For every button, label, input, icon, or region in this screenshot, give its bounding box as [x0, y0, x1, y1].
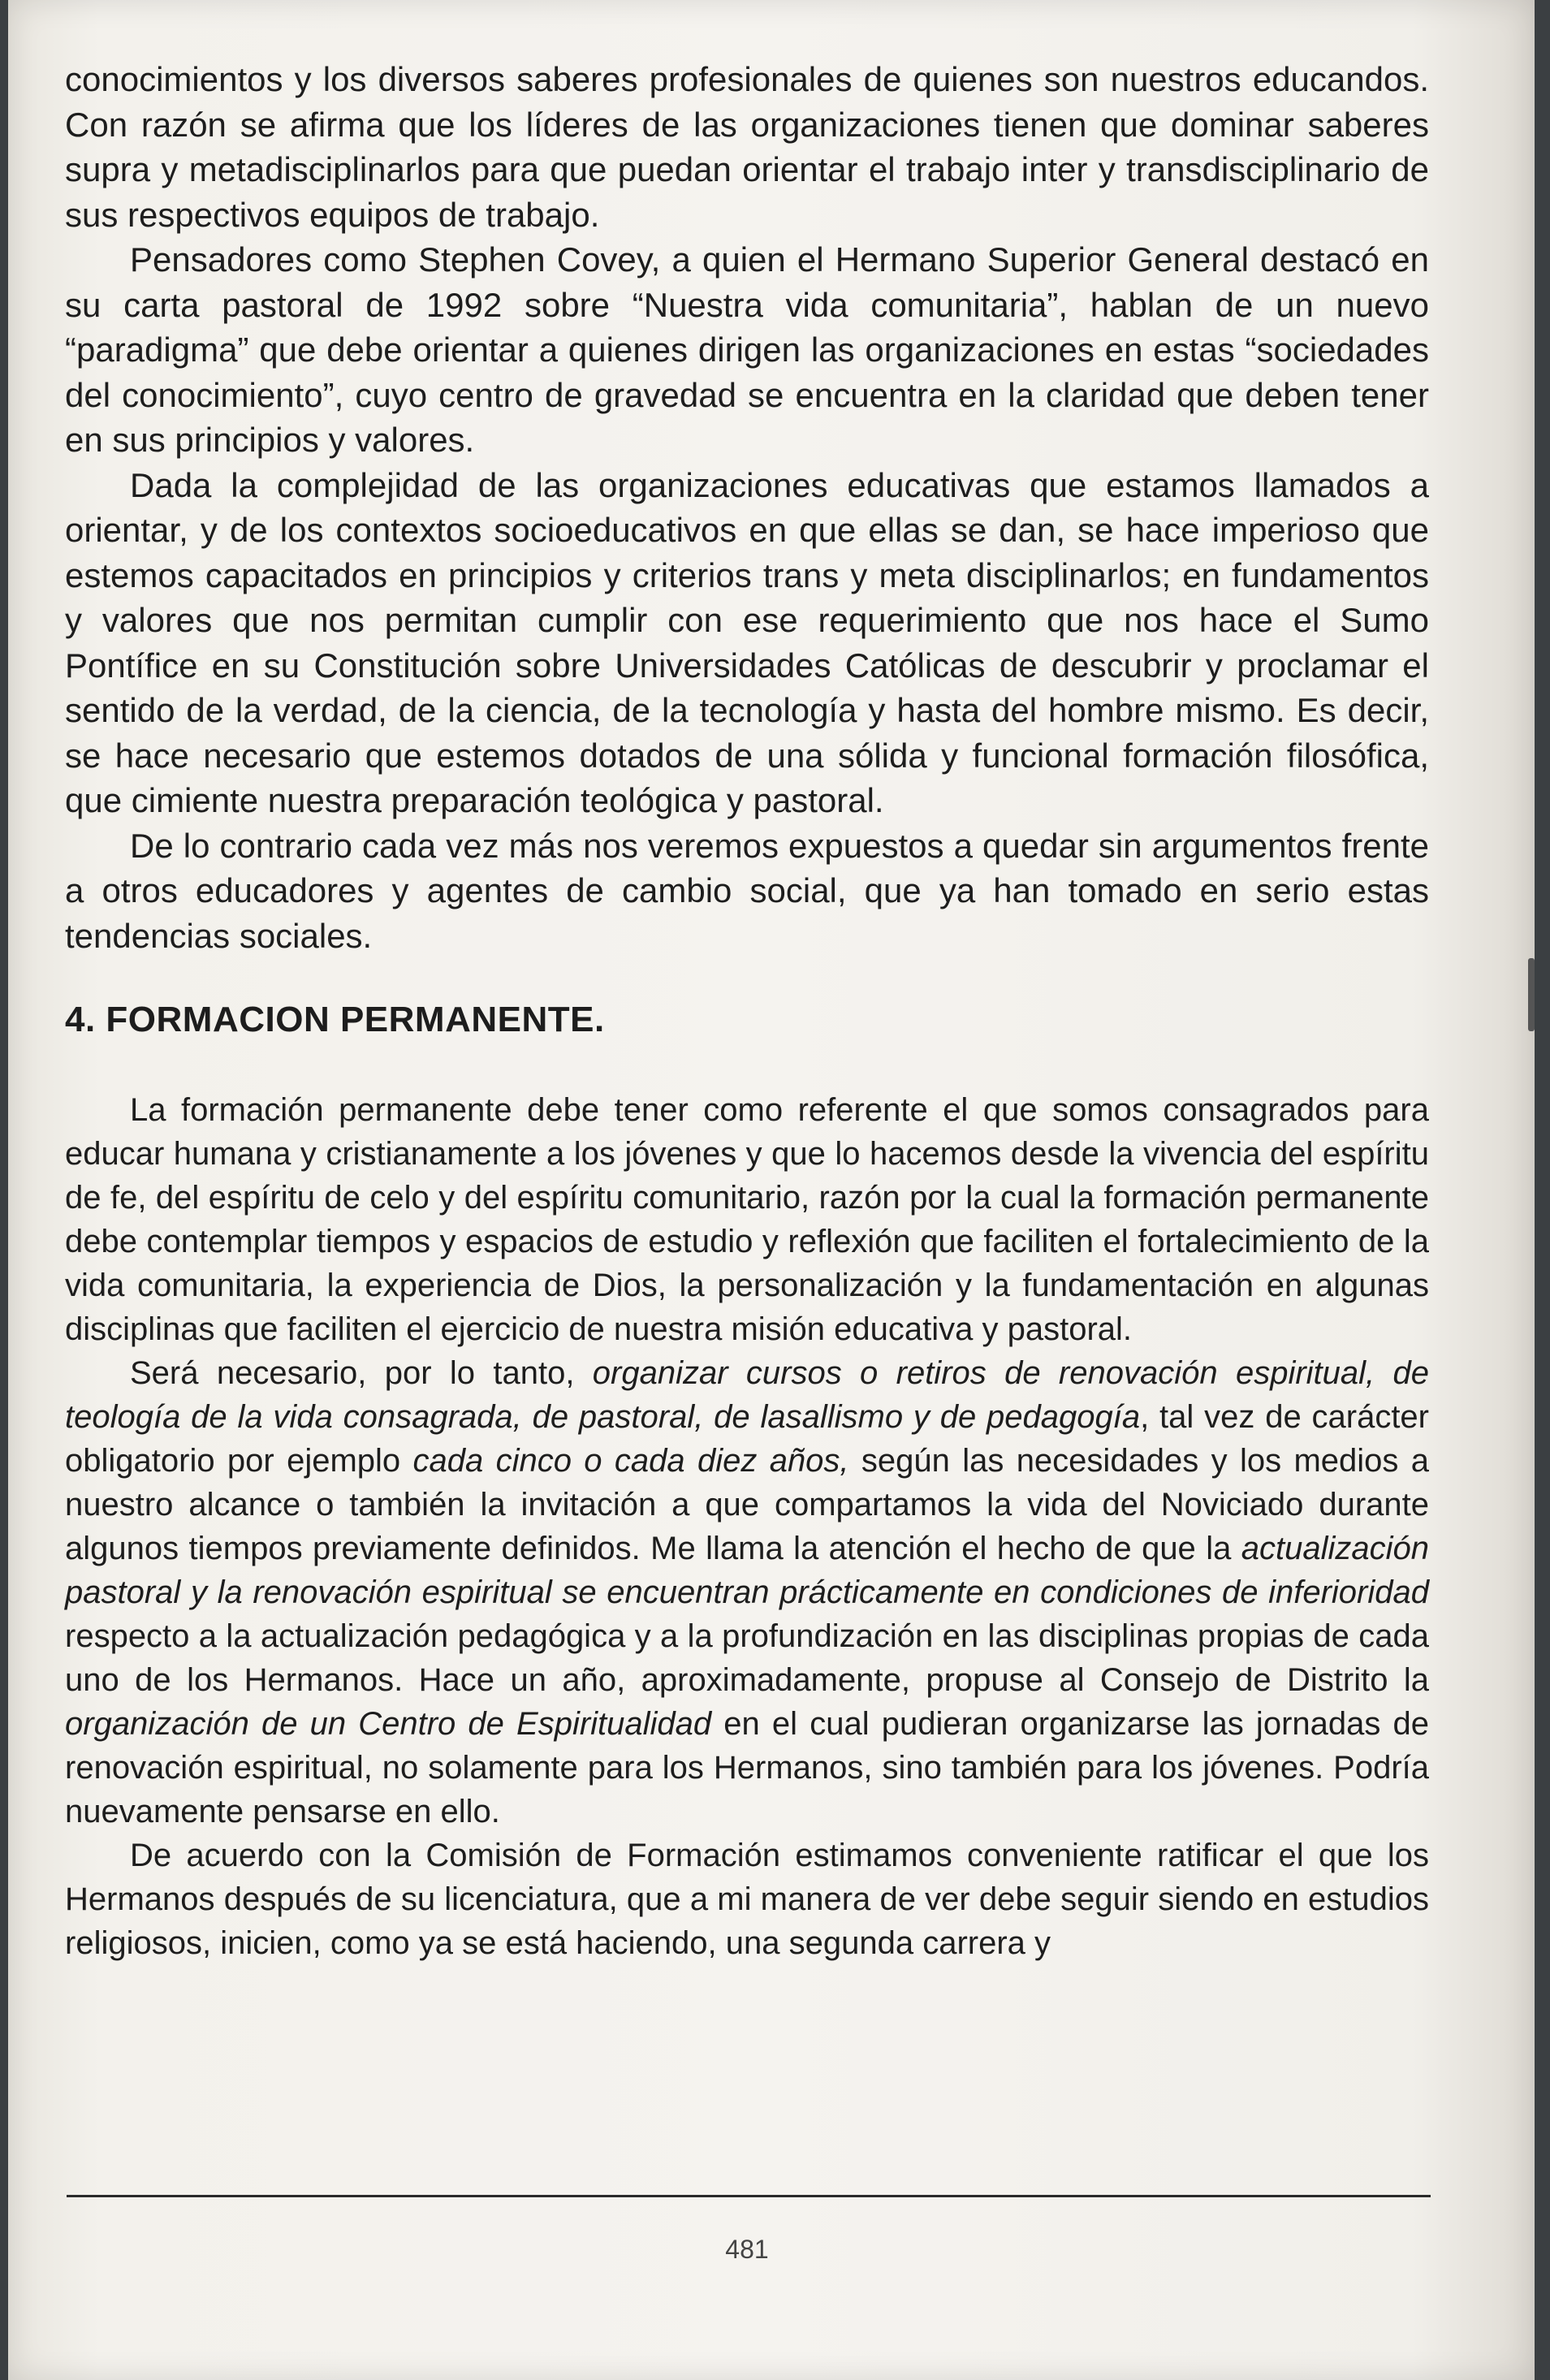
paragraph: De lo contrario cada vez más nos veremos expuestos a quedar sin argumentos frente a otros educadores y agentes de cambio social, que ya han tomado en serio estas tendencias sociales. [65, 826, 1429, 955]
page-edge-mark [1528, 958, 1535, 1031]
italic-run: organización de un Centro de Espiritualidad [65, 1705, 712, 1742]
paragraph [65, 1351, 1429, 1834]
page-body [65, 57, 1429, 1965]
italic-run: cada cinco o cada diez años, [412, 1442, 849, 1479]
paragraph: conocimientos y los diversos saberes profesionales de quienes son nuestros educandos. Con razón se afirma que los líderes de las organizaciones tienen que dominar saberes supra y metadisciplinarlos para que puedan orientar el trabajo inter y transdisciplinario de sus respectivos equipos de trabajo. [65, 60, 1429, 234]
text-run: Será necesario, por lo tanto, [130, 1354, 593, 1391]
footer-rule [67, 2195, 1431, 2197]
text-run: , tal vez de carácter obligatorio por ejemplo [65, 1398, 1429, 1479]
section-heading: 4. FORMACION PERMANENTE. [65, 1000, 605, 1039]
italic-run: actualización pastoral y la renovación espiritual se encuentran prácticamente en condiciones de inferioridad [65, 1530, 1429, 1610]
text-run: en el cual pudieran organizarse las jornadas de renovación espiritual, no solamente para los Hermanos, sino también para los jóvenes. Podría nuevamente pensarse en ello. [65, 1705, 1429, 1829]
paragraph: La formación permanente debe tener como referente el que somos consagrados para educar humana y cristianamente a los jóvenes y que lo hacemos desde la vivencia del espíritu de fe, del espíritu de celo y del espíritu comunitario, razón por la cual la formación permanente debe contemplar tiempos y espacios de estudio y reflexión que faciliten el fortalecimiento de la vida comunitaria, la experiencia de Dios, la personalización y la fundamentación en algunas disciplinas que faciliten el ejercicio de nuestra misión educativa y pastoral. [65, 1091, 1429, 1347]
section-body [65, 1088, 1429, 1965]
paragraph: De acuerdo con la Comisión de Formación estimamos conveniente ratificar el que los Hermanos después de su licenciatura, que a mi manera de ver debe seguir siendo en estudios religiosos, inicien, como ya se está haciendo, una segunda carrera y [65, 1837, 1429, 1961]
italic-run: organizar cursos o retiros de renovación espiritual, de teología de la vida consagrada, de pastoral, de lasallismo y de pedagogía [65, 1354, 1429, 1435]
paragraph: Dada la complejidad de las organizaciones educativas que estamos llamados a orientar, y de los contextos socioeducativos en que ellas se dan, se hace imperioso que estemos capacitados en principios y criterios trans y meta disciplinarlos; en fundamentos y valores que nos permitan cumplir con ese requerimiento que nos hace el Sumo Pontífice en su Constitución sobre Universidades Católicas de descubrir y proclamar el sentido de la verdad, de la ciencia, de la tecnología y hasta del hombre mismo. Es decir, se hace necesario que estemos dotados de una sólida y funcional formación filosófica, que cimiente nuestra preparación teológica y pastoral. [65, 465, 1429, 819]
text-run: según las necesidades y los medios a nuestro alcance o también la invitación a que compartamos la vida del Noviciado durante algunos tiempos previamente definidos. Me llama la atención el hecho de que la [65, 1442, 1429, 1566]
book-page [8, 0, 1535, 2380]
text-run: respecto a la actualización pedagógica y a la profundización en las disciplinas propias de cada uno de los Hermanos. Hace un año, aproximadamente, propuse al Consejo de Distrito la [65, 1618, 1429, 1698]
page-number: 481 [725, 2235, 769, 2264]
paragraph: Pensadores como Stephen Covey, a quien el Hermano Superior General destacó en su carta pastoral de 1992 sobre “Nuestra vida comunitaria”, hablan de un nuevo “paradigma” que debe orientar a quienes dirigen las organizaciones en estas “sociedades del conocimiento”, cuyo centro de gravedad se encuentra en la claridad que deben tener en sus principios y valores. [65, 240, 1429, 459]
